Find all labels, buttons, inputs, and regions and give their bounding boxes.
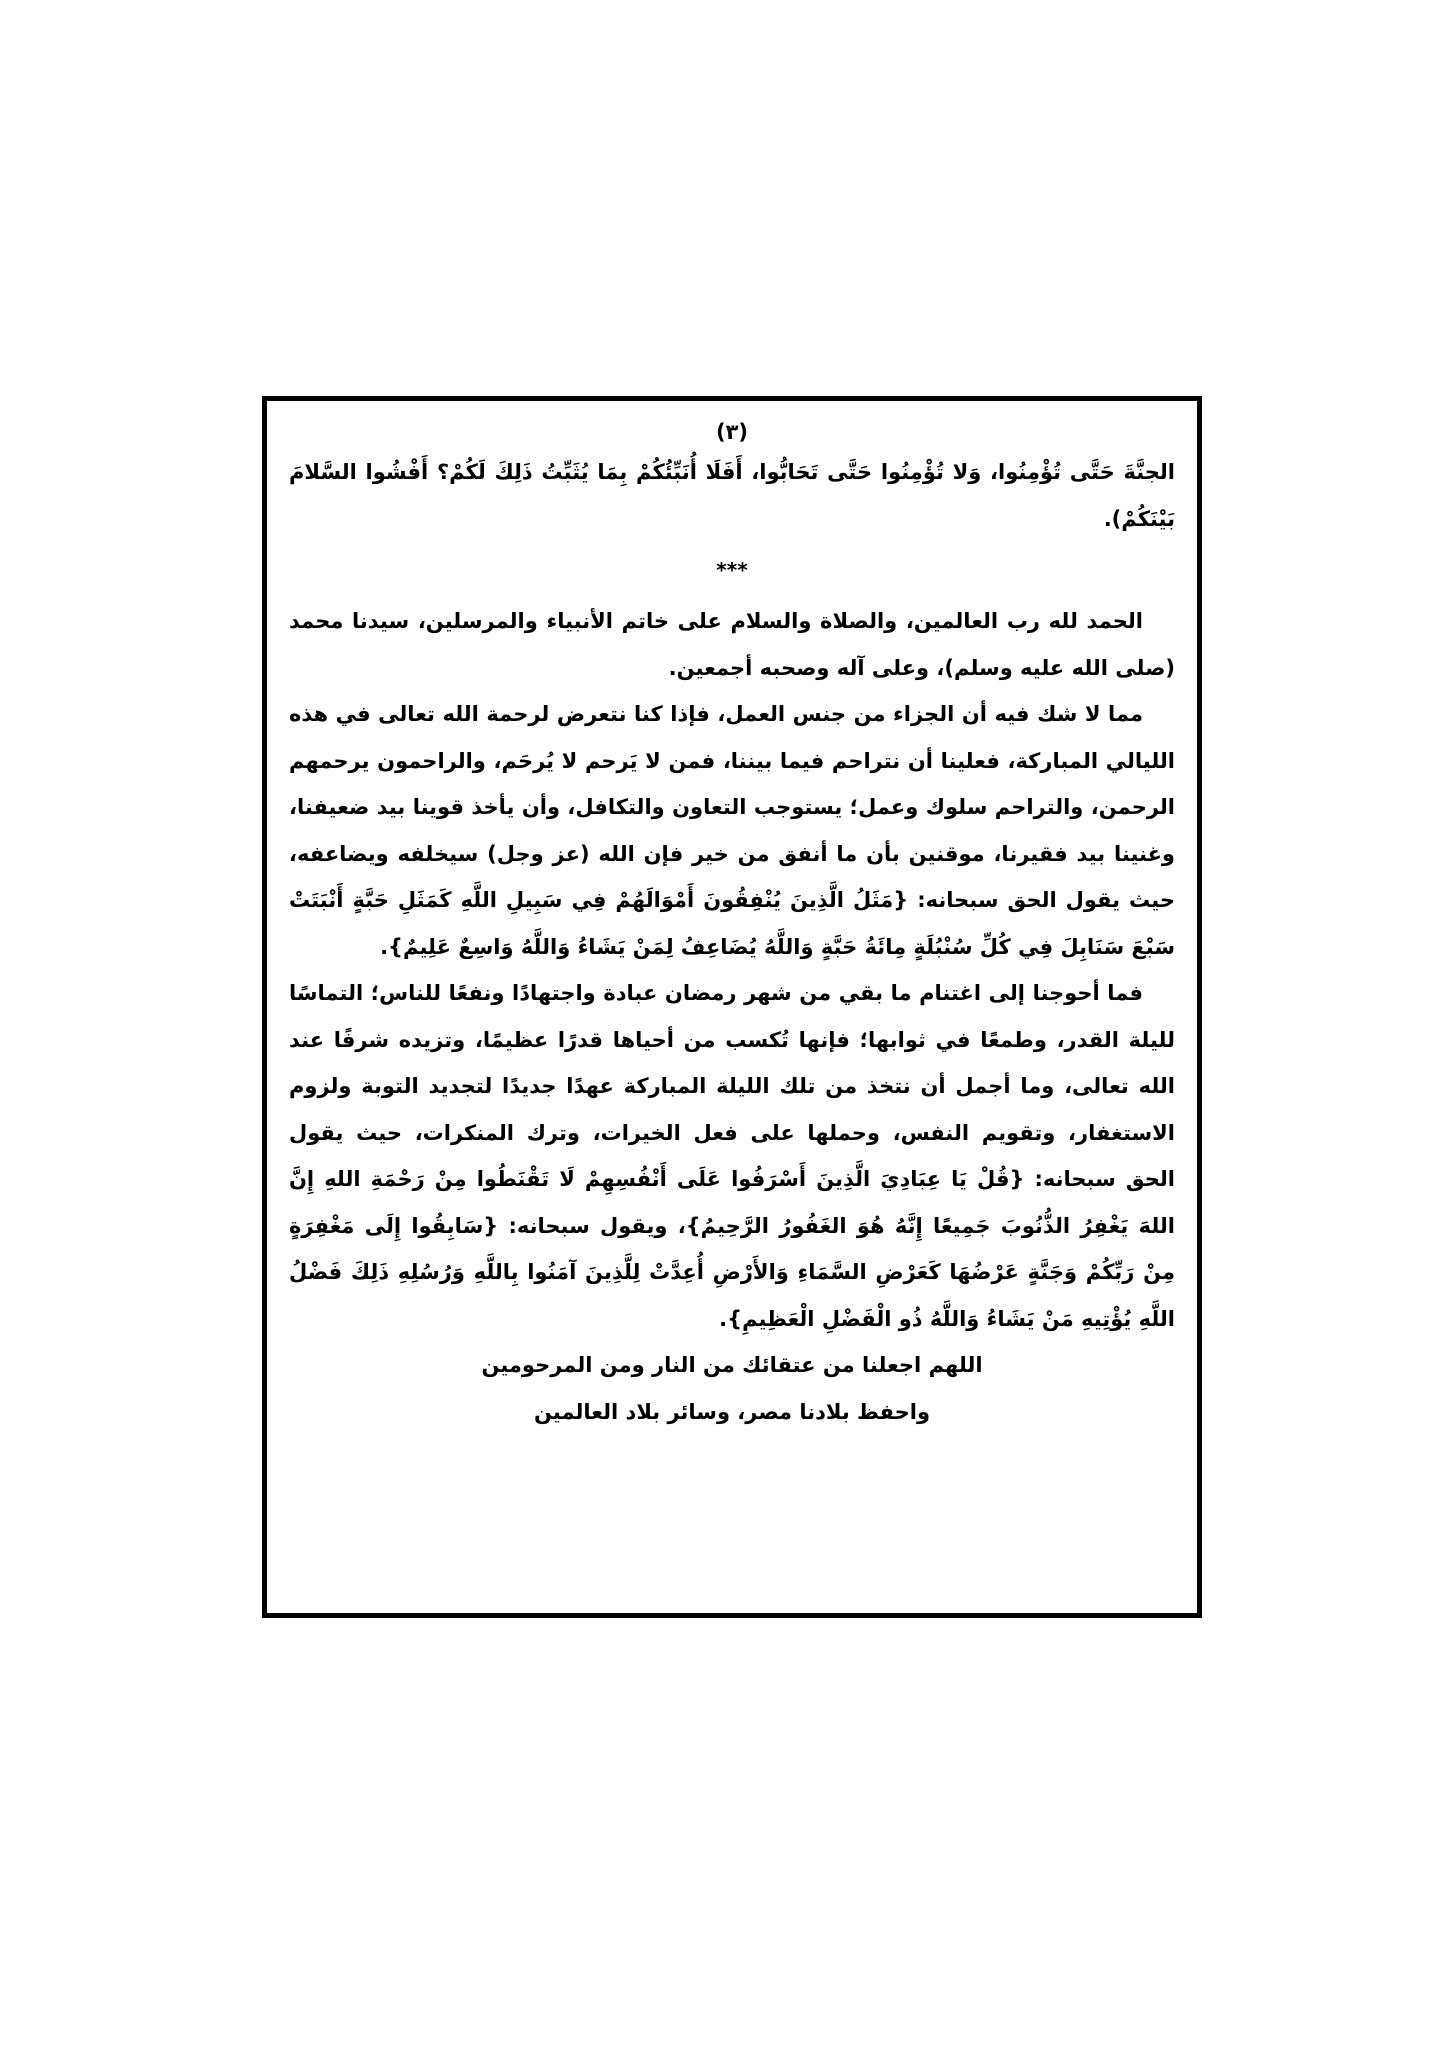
closing-prayer-line-2: واحفظ بلادنا مصر، وسائر بلاد العالمين — [533, 1399, 931, 1424]
section-separator: *** — [716, 558, 748, 582]
paragraph-mercy: مما لا شك فيه أن الجزاء من جنس العمل، فإذا كنا نتعرض لرحمة الله تعالى في هذه الليالي المباركة، فعلينا أن نتراحم فيما بيننا، فمن لا يَرحم لا يُرحَم، والراحمون يرحمهم الرحمن، والتراحم سلوك وعمل؛ يستوجب التعاون والتكافل، وأن يأخذ قوينا بيد ضعيفنا، وغنينا بيد فقيرنا، موقنين بأن ما أنفق من خير فإن الله (عز وجل) سيخلفه ويضاعفه، حيث يقول الحق سبحانه: {مَثَلُ الَّذِينَ يُنْفِقُونَ أَمْوَالَهُمْ فِي سَبِيلِ اللَّهِ كَمَثَلِ حَبَّةٍ أَنْبَتَتْ سَبْعَ سَنَابِلَ فِي كُلِّ سُنْبُلَةٍ مِائَةُ حَبَّةٍ وَاللَّهُ يُضَاعِفُ لِمَنْ يَشَاءُ وَاللَّهُ وَاسِعٌ عَلِيمٌ}. — [289, 702, 1175, 959]
closing-prayer-line-1: اللهم اجعلنا من عتقائك من النار ومن المرحومين — [481, 1353, 983, 1377]
paragraph-laylat-al-qadr: فما أحوجنا إلى اغتنام ما بقي من شهر رمضان عبادة واجتهادًا ونفعًا للناس؛ التماسًا لليلة القدر، وطمعًا في ثوابها؛ فإنها تُكسب من أحياها قدرًا عظيمًا، وتزيده شرفًا عند الله تعالى، وما أجمل أن نتخذ من تلك الليلة المباركة عهدًا جديدًا لتجديد التوبة ولزوم الاستغفار، وتقويم النفس، وحملها على فعل الخيرات، وترك المنكرات، حيث يقول الحق سبحانه: {قُلْ يَا عِبَادِيَ الَّذِينَ أَسْرَفُوا عَلَى أَنْفُسِهِمْ لَا تَقْنَطُوا مِنْ رَحْمَةِ اللهِ إِنَّ اللهَ يَغْفِرُ الذُّنُوبَ جَمِيعًا إِنَّهُ هُوَ الغَفُورُ الرَّحِيمُ}، ويقول سبحانه: {سَابِقُوا إِلَى مَغْفِرَةٍ مِنْ رَبِّكُمْ وَجَنَّةٍ عَرْضُهَا كَعَرْضِ السَّمَاءِ وَالأَرْضِ أُعِدَّتْ لِلَّذِينَ آمَنُوا بِاللَّهِ وَرُسُلِهِ ذَلِكَ فَضْلُ اللَّهِ يُؤْتِيهِ مَنْ يَشَاءُ وَاللَّهُ ذُو الْفَضْلِ الْعَظِيمِ}. — [289, 981, 1175, 1331]
paragraph-praise: الحمد لله رب العالمين، والصلاة والسلام على خاتم الأنبياء والمرسلين، سيدنا محمد (صلى الله عليه وسلم)، وعلى آله وصحبه أجمعين. — [289, 609, 1175, 680]
opening-paragraph: الجنَّةَ حَتَّى تُؤْمِنُوا، وَلا تُؤْمِنُوا حَتَّى تَحَابُّوا، أَفَلَا أُنَبِّئُكُمْ بِمَا يُثَبِّتُ ذَلِكَ لَكُمْ؟ أَفْشُوا السَّلامَ بَيْنَكُمْ). — [289, 460, 1175, 531]
page-number: (٣) — [715, 420, 749, 444]
page-frame — [262, 396, 1202, 1618]
document-body — [289, 415, 1175, 1435]
